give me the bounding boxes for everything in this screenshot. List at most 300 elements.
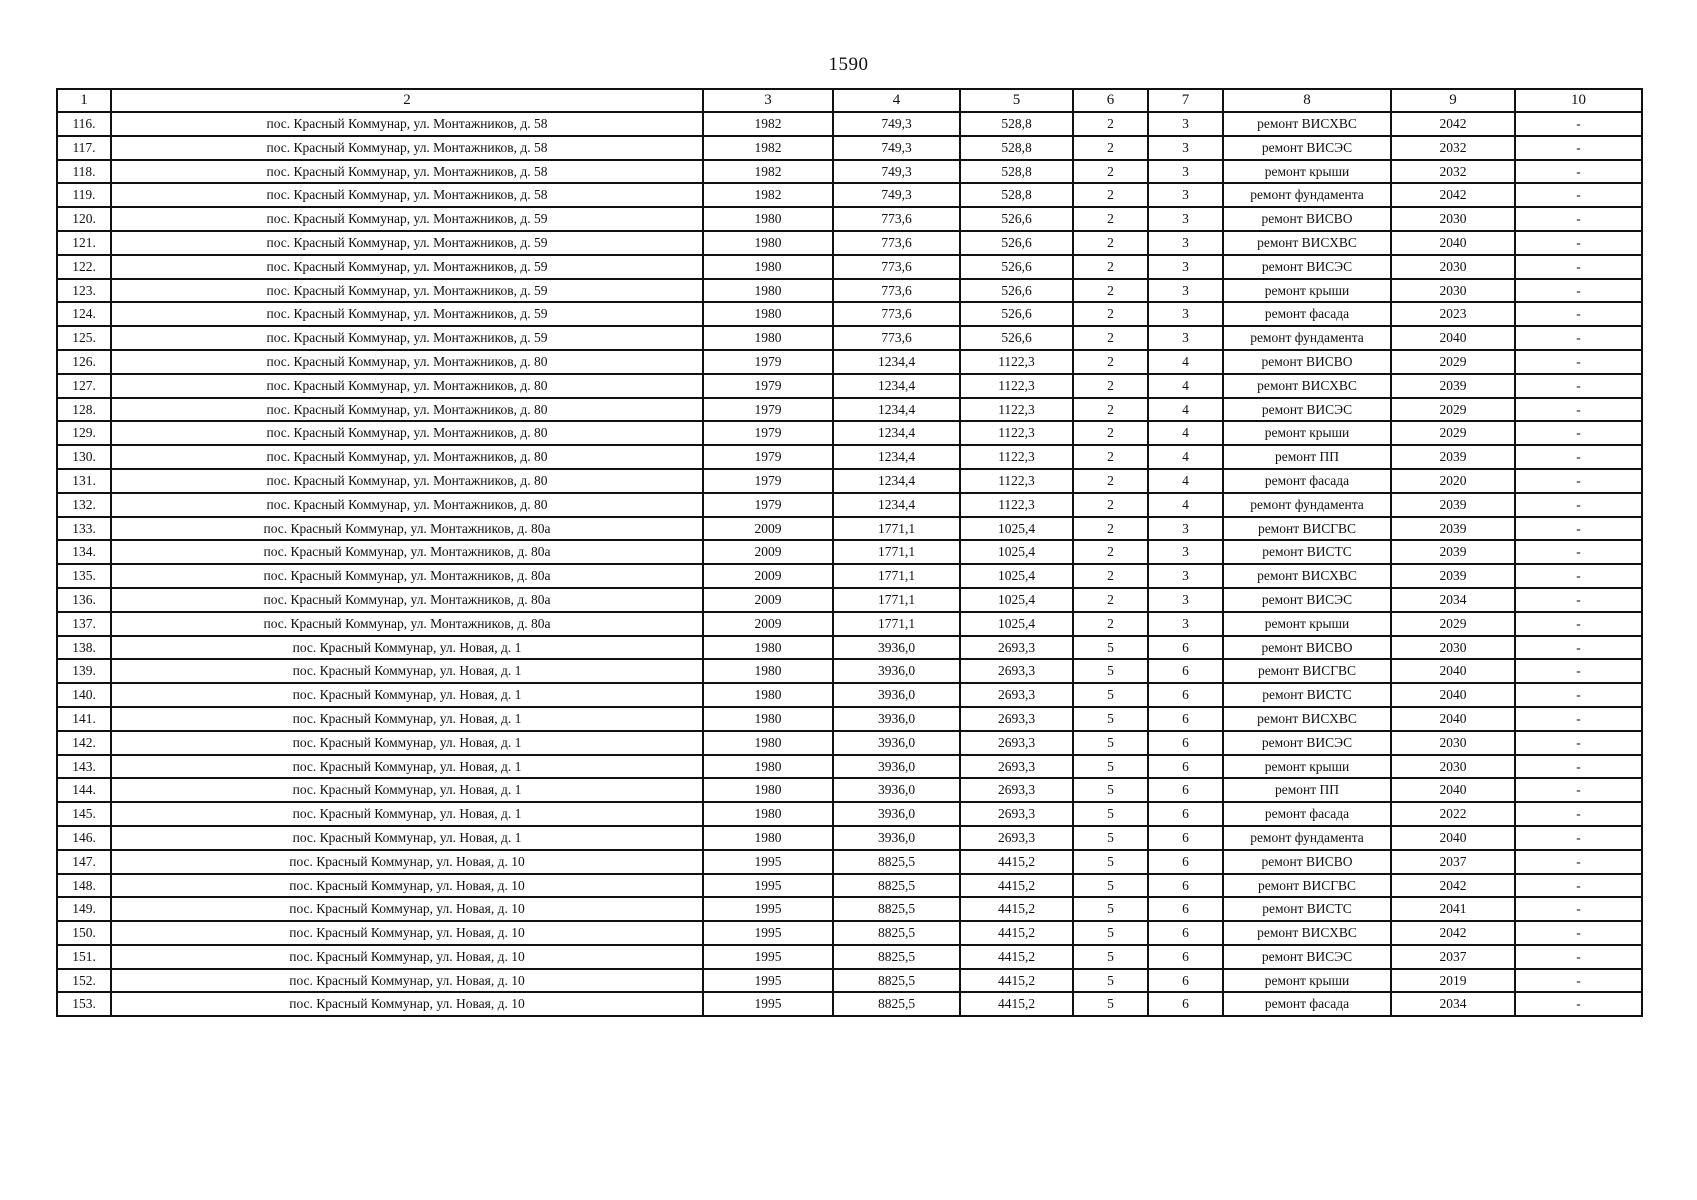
cell-total-area: 1234,4 bbox=[833, 398, 960, 422]
cell-planned-year: 2039 bbox=[1391, 374, 1515, 398]
cell-planned-year: 2040 bbox=[1391, 778, 1515, 802]
cell-entrances: 5 bbox=[1073, 897, 1148, 921]
cell-planned-year: 2041 bbox=[1391, 897, 1515, 921]
cell-planned-year: 2039 bbox=[1391, 564, 1515, 588]
table-row bbox=[57, 636, 1642, 660]
cell-work-type: ремонт ВИСГВС bbox=[1223, 874, 1391, 898]
cell-construction-year: 1995 bbox=[703, 874, 833, 898]
cell-note: - bbox=[1515, 183, 1642, 207]
cell-note: - bbox=[1515, 850, 1642, 874]
cell-living-area: 1025,4 bbox=[960, 612, 1073, 636]
cell-construction-year: 2009 bbox=[703, 564, 833, 588]
cell-note: - bbox=[1515, 445, 1642, 469]
cell-floors: 6 bbox=[1148, 659, 1223, 683]
cell-entrances: 5 bbox=[1073, 992, 1148, 1016]
cell-living-area: 528,8 bbox=[960, 160, 1073, 184]
cell-living-area: 528,8 bbox=[960, 183, 1073, 207]
column-header-2: 2 bbox=[111, 89, 703, 112]
cell-work-type: ремонт ВИСВО bbox=[1223, 207, 1391, 231]
cell-note: - bbox=[1515, 564, 1642, 588]
cell-address: пос. Красный Коммунар, ул. Монтажников, д. 58 bbox=[111, 160, 703, 184]
cell-living-area: 1122,3 bbox=[960, 421, 1073, 445]
cell-address: пос. Красный Коммунар, ул. Монтажников, д. 59 bbox=[111, 231, 703, 255]
cell-entrances: 2 bbox=[1073, 612, 1148, 636]
cell-note: - bbox=[1515, 207, 1642, 231]
table-row bbox=[57, 897, 1642, 921]
cell-work-type: ремонт крыши bbox=[1223, 160, 1391, 184]
cell-total-area: 8825,5 bbox=[833, 850, 960, 874]
cell-note: - bbox=[1515, 326, 1642, 350]
cell-note: - bbox=[1515, 398, 1642, 422]
cell-floors: 6 bbox=[1148, 707, 1223, 731]
cell-work-type: ремонт ПП bbox=[1223, 778, 1391, 802]
cell-work-type: ремонт фасада bbox=[1223, 802, 1391, 826]
cell-total-area: 1771,1 bbox=[833, 540, 960, 564]
table-row bbox=[57, 207, 1642, 231]
cell-planned-year: 2034 bbox=[1391, 992, 1515, 1016]
cell-total-area: 3936,0 bbox=[833, 731, 960, 755]
cell-work-type: ремонт ВИСВО bbox=[1223, 850, 1391, 874]
cell-row-number: 131. bbox=[57, 469, 111, 493]
cell-total-area: 773,6 bbox=[833, 302, 960, 326]
cell-work-type: ремонт крыши bbox=[1223, 755, 1391, 779]
cell-construction-year: 1979 bbox=[703, 445, 833, 469]
cell-floors: 6 bbox=[1148, 826, 1223, 850]
cell-row-number: 139. bbox=[57, 659, 111, 683]
column-header-6: 6 bbox=[1073, 89, 1148, 112]
cell-living-area: 526,6 bbox=[960, 302, 1073, 326]
cell-note: - bbox=[1515, 874, 1642, 898]
cell-address: пос. Красный Коммунар, ул. Новая, д. 1 bbox=[111, 802, 703, 826]
cell-living-area: 4415,2 bbox=[960, 874, 1073, 898]
cell-planned-year: 2030 bbox=[1391, 731, 1515, 755]
cell-construction-year: 1980 bbox=[703, 207, 833, 231]
cell-row-number: 133. bbox=[57, 517, 111, 541]
cell-work-type: ремонт фундамента bbox=[1223, 183, 1391, 207]
cell-construction-year: 1980 bbox=[703, 802, 833, 826]
cell-living-area: 4415,2 bbox=[960, 969, 1073, 993]
cell-work-type: ремонт ВИСХВС bbox=[1223, 112, 1391, 136]
cell-note: - bbox=[1515, 707, 1642, 731]
cell-living-area: 1122,3 bbox=[960, 398, 1073, 422]
cell-entrances: 2 bbox=[1073, 302, 1148, 326]
cell-planned-year: 2020 bbox=[1391, 469, 1515, 493]
cell-row-number: 129. bbox=[57, 421, 111, 445]
cell-address: пос. Красный Коммунар, ул. Монтажников, д. 58 bbox=[111, 136, 703, 160]
cell-planned-year: 2030 bbox=[1391, 636, 1515, 660]
table-row bbox=[57, 112, 1642, 136]
cell-entrances: 5 bbox=[1073, 636, 1148, 660]
cell-entrances: 5 bbox=[1073, 874, 1148, 898]
cell-address: пос. Красный Коммунар, ул. Монтажников, д. 80а bbox=[111, 612, 703, 636]
cell-row-number: 144. bbox=[57, 778, 111, 802]
cell-planned-year: 2040 bbox=[1391, 683, 1515, 707]
cell-living-area: 2693,3 bbox=[960, 826, 1073, 850]
table-row bbox=[57, 326, 1642, 350]
cell-row-number: 152. bbox=[57, 969, 111, 993]
cell-planned-year: 2042 bbox=[1391, 183, 1515, 207]
cell-work-type: ремонт фасада bbox=[1223, 469, 1391, 493]
cell-floors: 4 bbox=[1148, 469, 1223, 493]
cell-planned-year: 2029 bbox=[1391, 612, 1515, 636]
cell-construction-year: 1980 bbox=[703, 707, 833, 731]
cell-address: пос. Красный Коммунар, ул. Новая, д. 10 bbox=[111, 945, 703, 969]
cell-note: - bbox=[1515, 802, 1642, 826]
cell-entrances: 2 bbox=[1073, 493, 1148, 517]
table-row bbox=[57, 445, 1642, 469]
cell-construction-year: 1980 bbox=[703, 826, 833, 850]
repair-schedule-table bbox=[56, 88, 1643, 1017]
cell-work-type: ремонт ПП bbox=[1223, 445, 1391, 469]
cell-total-area: 3936,0 bbox=[833, 755, 960, 779]
cell-work-type: ремонт ВИСЭС bbox=[1223, 398, 1391, 422]
cell-floors: 6 bbox=[1148, 874, 1223, 898]
cell-living-area: 2693,3 bbox=[960, 636, 1073, 660]
table-row bbox=[57, 683, 1642, 707]
cell-row-number: 116. bbox=[57, 112, 111, 136]
cell-total-area: 1234,4 bbox=[833, 374, 960, 398]
cell-living-area: 526,6 bbox=[960, 279, 1073, 303]
cell-total-area: 773,6 bbox=[833, 279, 960, 303]
cell-construction-year: 1995 bbox=[703, 969, 833, 993]
cell-floors: 4 bbox=[1148, 398, 1223, 422]
table-row bbox=[57, 564, 1642, 588]
cell-work-type: ремонт ВИСЭС bbox=[1223, 136, 1391, 160]
cell-construction-year: 1982 bbox=[703, 183, 833, 207]
table-row bbox=[57, 659, 1642, 683]
cell-construction-year: 1982 bbox=[703, 112, 833, 136]
table-row bbox=[57, 493, 1642, 517]
cell-floors: 3 bbox=[1148, 564, 1223, 588]
cell-entrances: 5 bbox=[1073, 683, 1148, 707]
column-header-4: 4 bbox=[833, 89, 960, 112]
cell-address: пос. Красный Коммунар, ул. Монтажников, д. 59 bbox=[111, 207, 703, 231]
cell-total-area: 749,3 bbox=[833, 136, 960, 160]
cell-construction-year: 1995 bbox=[703, 897, 833, 921]
table-row bbox=[57, 302, 1642, 326]
cell-entrances: 2 bbox=[1073, 207, 1148, 231]
cell-living-area: 1025,4 bbox=[960, 588, 1073, 612]
cell-floors: 6 bbox=[1148, 683, 1223, 707]
column-header-9: 9 bbox=[1391, 89, 1515, 112]
cell-row-number: 153. bbox=[57, 992, 111, 1016]
cell-row-number: 151. bbox=[57, 945, 111, 969]
cell-planned-year: 2023 bbox=[1391, 302, 1515, 326]
cell-planned-year: 2039 bbox=[1391, 517, 1515, 541]
cell-work-type: ремонт ВИСТС bbox=[1223, 683, 1391, 707]
cell-floors: 3 bbox=[1148, 279, 1223, 303]
cell-entrances: 5 bbox=[1073, 731, 1148, 755]
cell-row-number: 128. bbox=[57, 398, 111, 422]
cell-note: - bbox=[1515, 421, 1642, 445]
cell-total-area: 749,3 bbox=[833, 183, 960, 207]
table-row bbox=[57, 279, 1642, 303]
table-row bbox=[57, 850, 1642, 874]
cell-note: - bbox=[1515, 374, 1642, 398]
cell-work-type: ремонт ВИСЭС bbox=[1223, 731, 1391, 755]
cell-entrances: 2 bbox=[1073, 398, 1148, 422]
cell-row-number: 132. bbox=[57, 493, 111, 517]
cell-entrances: 2 bbox=[1073, 326, 1148, 350]
cell-floors: 3 bbox=[1148, 612, 1223, 636]
cell-address: пос. Красный Коммунар, ул. Новая, д. 1 bbox=[111, 659, 703, 683]
cell-floors: 3 bbox=[1148, 231, 1223, 255]
column-header-8: 8 bbox=[1223, 89, 1391, 112]
cell-planned-year: 2039 bbox=[1391, 493, 1515, 517]
cell-living-area: 1025,4 bbox=[960, 517, 1073, 541]
table-row bbox=[57, 802, 1642, 826]
cell-planned-year: 2037 bbox=[1391, 945, 1515, 969]
cell-living-area: 2693,3 bbox=[960, 802, 1073, 826]
cell-floors: 3 bbox=[1148, 136, 1223, 160]
cell-row-number: 146. bbox=[57, 826, 111, 850]
cell-address: пос. Красный Коммунар, ул. Монтажников, д. 80а bbox=[111, 588, 703, 612]
cell-planned-year: 2042 bbox=[1391, 874, 1515, 898]
cell-living-area: 4415,2 bbox=[960, 850, 1073, 874]
cell-living-area: 4415,2 bbox=[960, 897, 1073, 921]
cell-note: - bbox=[1515, 921, 1642, 945]
cell-construction-year: 1982 bbox=[703, 136, 833, 160]
cell-floors: 3 bbox=[1148, 588, 1223, 612]
cell-row-number: 145. bbox=[57, 802, 111, 826]
cell-planned-year: 2040 bbox=[1391, 707, 1515, 731]
cell-construction-year: 1980 bbox=[703, 683, 833, 707]
cell-note: - bbox=[1515, 231, 1642, 255]
cell-floors: 3 bbox=[1148, 517, 1223, 541]
cell-entrances: 2 bbox=[1073, 136, 1148, 160]
table-row bbox=[57, 421, 1642, 445]
cell-work-type: ремонт фасада bbox=[1223, 302, 1391, 326]
cell-work-type: ремонт ВИСХВС bbox=[1223, 374, 1391, 398]
cell-entrances: 2 bbox=[1073, 350, 1148, 374]
cell-note: - bbox=[1515, 160, 1642, 184]
cell-row-number: 141. bbox=[57, 707, 111, 731]
cell-construction-year: 1995 bbox=[703, 921, 833, 945]
table-row bbox=[57, 826, 1642, 850]
cell-address: пос. Красный Коммунар, ул. Монтажников, д. 80а bbox=[111, 564, 703, 588]
cell-floors: 3 bbox=[1148, 183, 1223, 207]
cell-row-number: 148. bbox=[57, 874, 111, 898]
cell-address: пос. Красный Коммунар, ул. Монтажников, д. 80 bbox=[111, 350, 703, 374]
cell-floors: 4 bbox=[1148, 350, 1223, 374]
cell-row-number: 149. bbox=[57, 897, 111, 921]
cell-construction-year: 1980 bbox=[703, 231, 833, 255]
cell-work-type: ремонт ВИСХВС bbox=[1223, 231, 1391, 255]
cell-entrances: 2 bbox=[1073, 374, 1148, 398]
cell-floors: 6 bbox=[1148, 992, 1223, 1016]
cell-planned-year: 2040 bbox=[1391, 326, 1515, 350]
cell-living-area: 2693,3 bbox=[960, 683, 1073, 707]
table-row bbox=[57, 136, 1642, 160]
cell-entrances: 2 bbox=[1073, 469, 1148, 493]
cell-living-area: 526,6 bbox=[960, 255, 1073, 279]
column-header-1: 1 bbox=[57, 89, 111, 112]
cell-address: пос. Красный Коммунар, ул. Новая, д. 10 bbox=[111, 969, 703, 993]
cell-construction-year: 1980 bbox=[703, 755, 833, 779]
cell-note: - bbox=[1515, 302, 1642, 326]
cell-note: - bbox=[1515, 945, 1642, 969]
cell-construction-year: 1980 bbox=[703, 659, 833, 683]
table-row bbox=[57, 778, 1642, 802]
cell-total-area: 3936,0 bbox=[833, 659, 960, 683]
cell-note: - bbox=[1515, 755, 1642, 779]
table-row bbox=[57, 183, 1642, 207]
cell-row-number: 142. bbox=[57, 731, 111, 755]
cell-address: пос. Красный Коммунар, ул. Новая, д. 10 bbox=[111, 921, 703, 945]
cell-work-type: ремонт ВИСЭС bbox=[1223, 588, 1391, 612]
cell-construction-year: 1980 bbox=[703, 636, 833, 660]
cell-note: - bbox=[1515, 969, 1642, 993]
cell-planned-year: 2030 bbox=[1391, 207, 1515, 231]
cell-total-area: 1234,4 bbox=[833, 445, 960, 469]
cell-planned-year: 2042 bbox=[1391, 112, 1515, 136]
cell-floors: 4 bbox=[1148, 421, 1223, 445]
cell-entrances: 2 bbox=[1073, 564, 1148, 588]
cell-note: - bbox=[1515, 493, 1642, 517]
cell-address: пос. Красный Коммунар, ул. Монтажников, д. 58 bbox=[111, 112, 703, 136]
cell-construction-year: 2009 bbox=[703, 612, 833, 636]
cell-row-number: 143. bbox=[57, 755, 111, 779]
cell-construction-year: 2009 bbox=[703, 517, 833, 541]
cell-total-area: 8825,5 bbox=[833, 921, 960, 945]
cell-note: - bbox=[1515, 636, 1642, 660]
cell-floors: 6 bbox=[1148, 636, 1223, 660]
table-row bbox=[57, 350, 1642, 374]
cell-row-number: 127. bbox=[57, 374, 111, 398]
cell-note: - bbox=[1515, 612, 1642, 636]
cell-entrances: 2 bbox=[1073, 279, 1148, 303]
cell-work-type: ремонт крыши bbox=[1223, 612, 1391, 636]
cell-total-area: 3936,0 bbox=[833, 802, 960, 826]
cell-total-area: 8825,5 bbox=[833, 992, 960, 1016]
cell-entrances: 5 bbox=[1073, 921, 1148, 945]
cell-note: - bbox=[1515, 112, 1642, 136]
cell-living-area: 1122,3 bbox=[960, 493, 1073, 517]
cell-address: пос. Красный Коммунар, ул. Новая, д. 10 bbox=[111, 850, 703, 874]
cell-address: пос. Красный Коммунар, ул. Монтажников, д. 80а bbox=[111, 517, 703, 541]
cell-entrances: 2 bbox=[1073, 112, 1148, 136]
cell-entrances: 5 bbox=[1073, 969, 1148, 993]
cell-construction-year: 1980 bbox=[703, 778, 833, 802]
cell-construction-year: 1979 bbox=[703, 493, 833, 517]
cell-note: - bbox=[1515, 540, 1642, 564]
cell-address: пос. Красный Коммунар, ул. Монтажников, д. 80а bbox=[111, 540, 703, 564]
cell-total-area: 773,6 bbox=[833, 326, 960, 350]
cell-living-area: 1025,4 bbox=[960, 540, 1073, 564]
cell-floors: 6 bbox=[1148, 802, 1223, 826]
cell-floors: 4 bbox=[1148, 493, 1223, 517]
cell-work-type: ремонт ВИСХВС bbox=[1223, 707, 1391, 731]
table-row bbox=[57, 707, 1642, 731]
cell-living-area: 2693,3 bbox=[960, 731, 1073, 755]
cell-total-area: 1771,1 bbox=[833, 517, 960, 541]
cell-address: пос. Красный Коммунар, ул. Новая, д. 1 bbox=[111, 826, 703, 850]
cell-total-area: 1234,4 bbox=[833, 421, 960, 445]
table-row bbox=[57, 374, 1642, 398]
cell-entrances: 5 bbox=[1073, 707, 1148, 731]
cell-total-area: 749,3 bbox=[833, 112, 960, 136]
cell-address: пос. Красный Коммунар, ул. Новая, д. 1 bbox=[111, 683, 703, 707]
cell-total-area: 8825,5 bbox=[833, 945, 960, 969]
cell-planned-year: 2040 bbox=[1391, 659, 1515, 683]
cell-address: пос. Красный Коммунар, ул. Новая, д. 1 bbox=[111, 636, 703, 660]
cell-row-number: 123. bbox=[57, 279, 111, 303]
cell-living-area: 4415,2 bbox=[960, 921, 1073, 945]
cell-floors: 6 bbox=[1148, 778, 1223, 802]
cell-floors: 3 bbox=[1148, 540, 1223, 564]
cell-construction-year: 1982 bbox=[703, 160, 833, 184]
table-row bbox=[57, 612, 1642, 636]
table-row bbox=[57, 398, 1642, 422]
cell-floors: 4 bbox=[1148, 374, 1223, 398]
cell-construction-year: 1980 bbox=[703, 302, 833, 326]
cell-note: - bbox=[1515, 588, 1642, 612]
cell-living-area: 1025,4 bbox=[960, 564, 1073, 588]
table-row bbox=[57, 469, 1642, 493]
cell-row-number: 136. bbox=[57, 588, 111, 612]
cell-note: - bbox=[1515, 350, 1642, 374]
cell-living-area: 4415,2 bbox=[960, 992, 1073, 1016]
cell-work-type: ремонт крыши bbox=[1223, 279, 1391, 303]
cell-total-area: 1771,1 bbox=[833, 588, 960, 612]
cell-entrances: 2 bbox=[1073, 540, 1148, 564]
cell-address: пос. Красный Коммунар, ул. Монтажников, д. 80 bbox=[111, 398, 703, 422]
column-header-3: 3 bbox=[703, 89, 833, 112]
cell-work-type: ремонт ВИСЭС bbox=[1223, 255, 1391, 279]
cell-floors: 3 bbox=[1148, 302, 1223, 326]
cell-total-area: 1234,4 bbox=[833, 493, 960, 517]
cell-row-number: 126. bbox=[57, 350, 111, 374]
cell-row-number: 120. bbox=[57, 207, 111, 231]
cell-living-area: 526,6 bbox=[960, 207, 1073, 231]
cell-address: пос. Красный Коммунар, ул. Новая, д. 10 bbox=[111, 992, 703, 1016]
cell-note: - bbox=[1515, 897, 1642, 921]
cell-address: пос. Красный Коммунар, ул. Новая, д. 1 bbox=[111, 731, 703, 755]
cell-address: пос. Красный Коммунар, ул. Новая, д. 1 bbox=[111, 707, 703, 731]
cell-living-area: 2693,3 bbox=[960, 659, 1073, 683]
cell-total-area: 8825,5 bbox=[833, 969, 960, 993]
cell-work-type: ремонт ВИСГВС bbox=[1223, 659, 1391, 683]
table-row bbox=[57, 969, 1642, 993]
cell-living-area: 528,8 bbox=[960, 136, 1073, 160]
cell-note: - bbox=[1515, 992, 1642, 1016]
cell-total-area: 749,3 bbox=[833, 160, 960, 184]
cell-address: пос. Красный Коммунар, ул. Монтажников, д. 59 bbox=[111, 255, 703, 279]
cell-note: - bbox=[1515, 778, 1642, 802]
cell-work-type: ремонт фундамента bbox=[1223, 493, 1391, 517]
cell-construction-year: 2009 bbox=[703, 588, 833, 612]
cell-living-area: 1122,3 bbox=[960, 350, 1073, 374]
cell-row-number: 125. bbox=[57, 326, 111, 350]
column-header-5: 5 bbox=[960, 89, 1073, 112]
cell-living-area: 2693,3 bbox=[960, 778, 1073, 802]
cell-row-number: 150. bbox=[57, 921, 111, 945]
cell-planned-year: 2039 bbox=[1391, 445, 1515, 469]
cell-address: пос. Красный Коммунар, ул. Монтажников, д. 59 bbox=[111, 279, 703, 303]
cell-work-type: ремонт крыши bbox=[1223, 969, 1391, 993]
cell-floors: 6 bbox=[1148, 731, 1223, 755]
cell-note: - bbox=[1515, 731, 1642, 755]
cell-entrances: 2 bbox=[1073, 231, 1148, 255]
cell-entrances: 5 bbox=[1073, 945, 1148, 969]
cell-planned-year: 2029 bbox=[1391, 398, 1515, 422]
cell-row-number: 130. bbox=[57, 445, 111, 469]
cell-planned-year: 2030 bbox=[1391, 255, 1515, 279]
cell-work-type: ремонт фундамента bbox=[1223, 826, 1391, 850]
page-number: 1590 bbox=[828, 54, 869, 75]
cell-entrances: 5 bbox=[1073, 778, 1148, 802]
table-row bbox=[57, 540, 1642, 564]
